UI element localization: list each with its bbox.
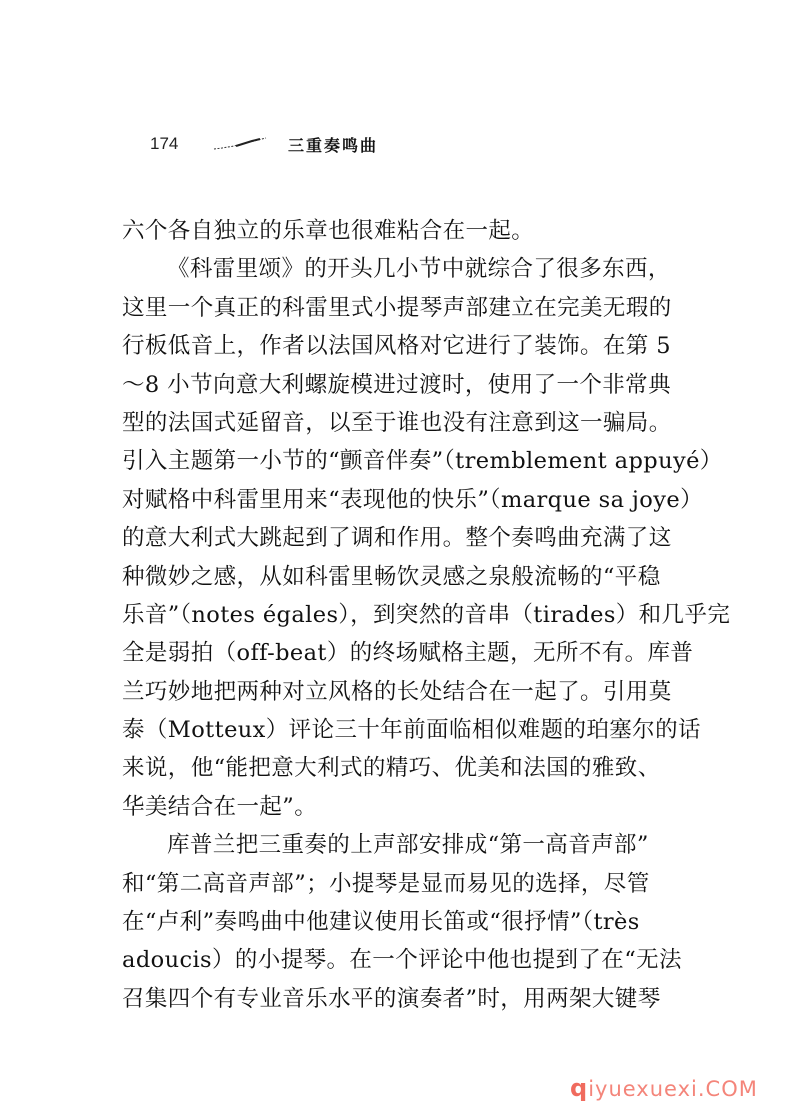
text-line: 召集四个有专业音乐水平的演奏者”时，用两架大键琴 (122, 985, 661, 1012)
text-line: 来说，他“能把意大利式的精巧、优美和法国的雅致、 (122, 755, 661, 782)
text-line: 在“卢利”奏鸣曲中他建议使用长笛或“很抒情”（très (122, 909, 640, 936)
site-watermark (570, 1074, 758, 1102)
text-line: 华美结合在一起”。 (122, 793, 318, 820)
text-line: 和“第二高音声部”；小提琴是显而易见的选择，尽管 (122, 870, 650, 897)
text-line: 乐音”（notes égales），到突然的音串（tirades）和几乎完 (122, 601, 731, 628)
text-line: 型的法国式延留音，以至于谁也没有注意到这一骗局。 (122, 409, 672, 436)
text-line: 兰巧妙地把两种对立风格的长处结合在一起了。引用莫 (122, 678, 672, 705)
paragraph-start-line: 《科雷里颂》的开头几小节中就综合了很多东西， (167, 256, 671, 283)
watermark-logo-letter: q (570, 1074, 589, 1102)
page-header (150, 130, 378, 158)
text-line: 这里一个真正的科雷里式小提琴声部建立在完美无瑕的 (122, 294, 672, 321)
text-line: ～8 小节向意大利螺旋模进过渡时，使用了一个非常典 (122, 371, 671, 398)
text-line: 的意大利式大跳起到了调和作用。整个奏鸣曲充满了这 (122, 525, 672, 552)
watermark-text: iyuexuexi.COM (588, 1077, 758, 1101)
text-line: 种微妙之感，从如科雷里畅饮灵感之泉般流畅的“平稳 (122, 563, 661, 590)
text-line: 对赋格中科雷里用来“表现他的快乐”（marque sa joye） (122, 486, 703, 513)
text-line: 六个各自独立的乐章也很难粘合在一起。 (122, 218, 535, 244)
text-line: 泰（Motteux）评论三十年前面临相似难题的珀塞尔的话 (122, 717, 701, 744)
quill-flourish-icon (212, 137, 268, 151)
text-line: 行板低音上，作者以法国风格对它进行了装饰。在第 5 (122, 333, 671, 360)
running-title: 三重奏鸣曲 (288, 135, 379, 155)
page-number: 174 (150, 134, 179, 153)
text-line: adoucis）的小提琴。在一个评论中他也提到了在“无法 (122, 947, 682, 974)
text-line: 全是弱拍（off-beat）的终场赋格主题，无所不有。库普 (122, 640, 694, 667)
text-line: 引入主题第一小节的“颤音伴奏”（tremblement appuyé） (122, 448, 723, 475)
body-text (122, 212, 731, 1018)
paragraph-start-line: 库普兰把三重奏的上声部安排成“第一高音声部” (167, 832, 649, 859)
